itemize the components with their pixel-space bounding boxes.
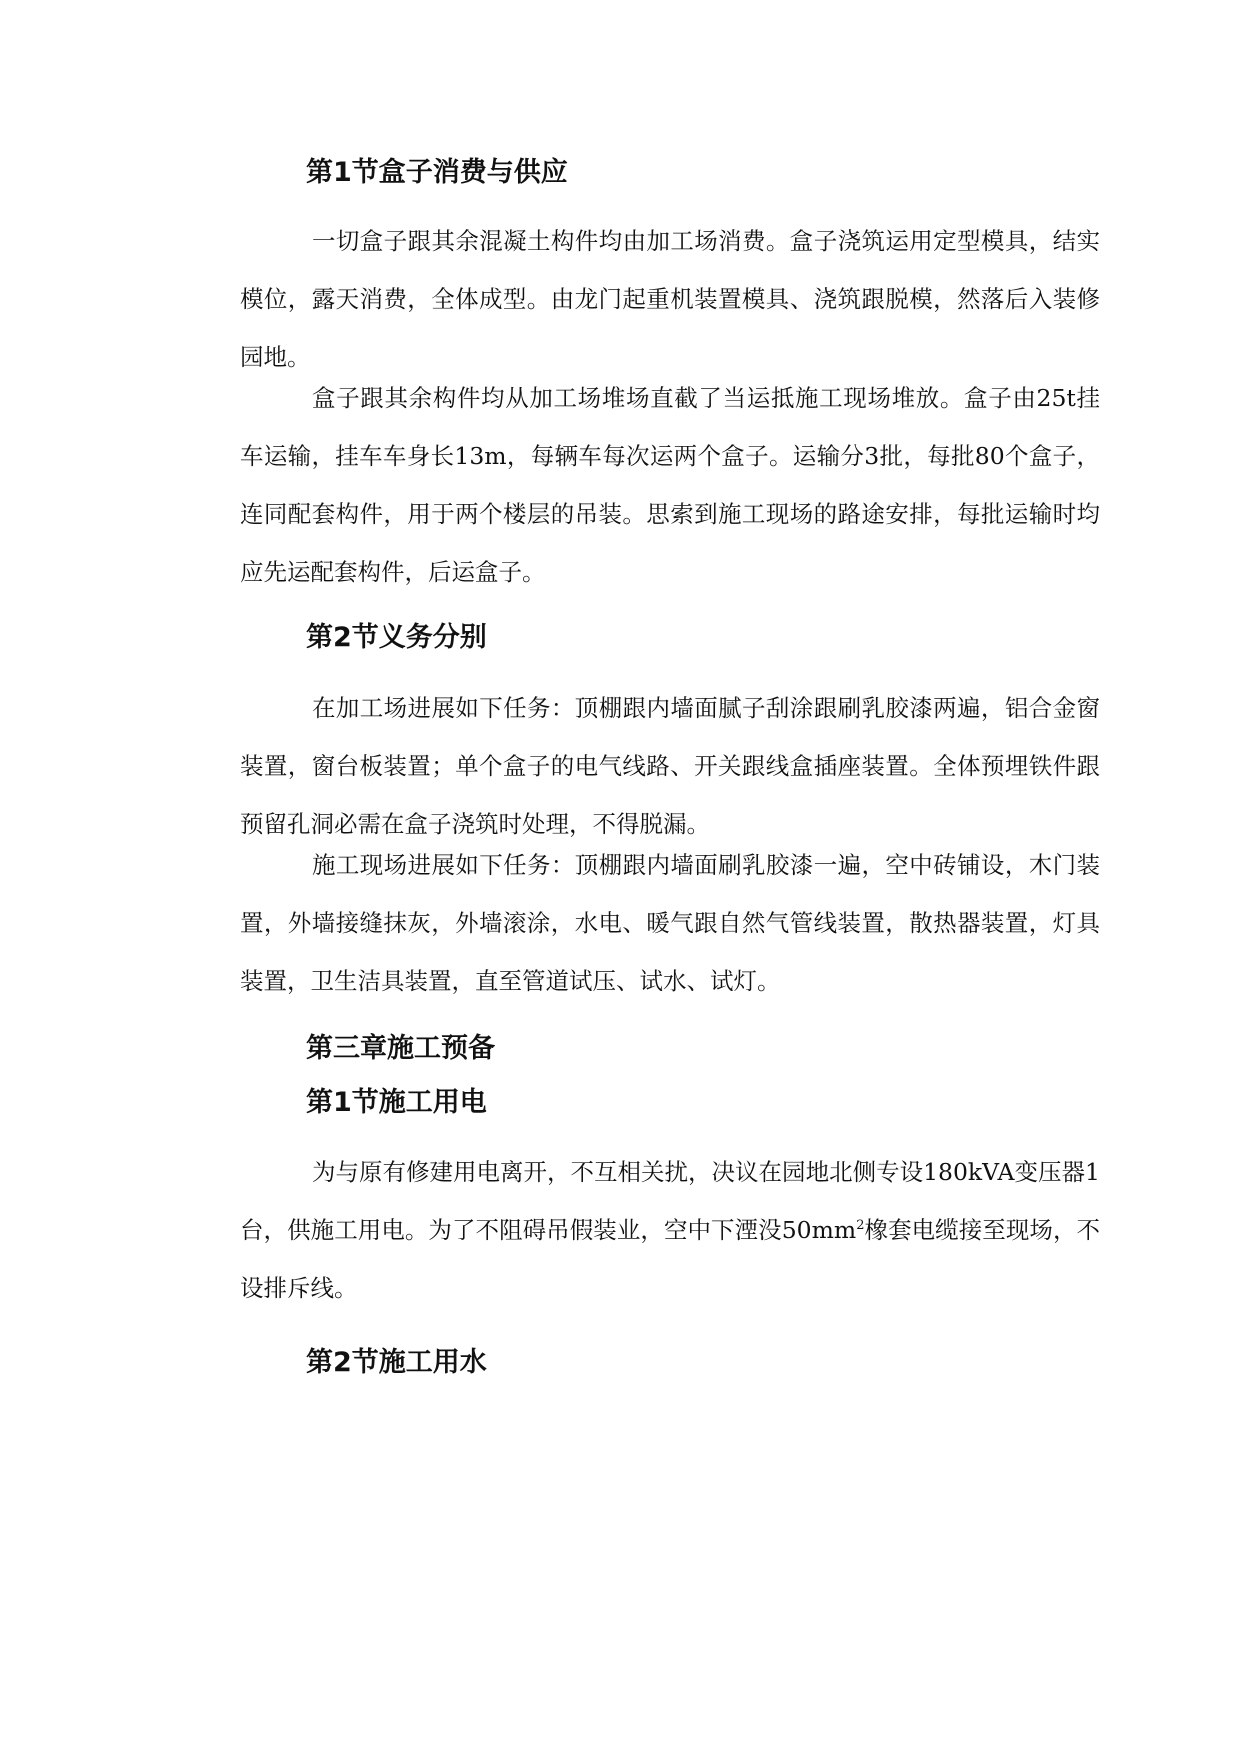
paragraph-power bbox=[240, 1143, 1100, 1317]
chapter-heading: 第三章施工预备 bbox=[306, 1033, 495, 1064]
paragraph-factory-tasks: 在加工场进展如下任务：顶棚跟内墙面腻子刮涂跟刷乳胶漆两遍，铝合金窗装置，窗台板装置；单个盒子的电气线路、开关跟线盒插座装置。全体预埋铁件跟预留孔洞必需在盒子浇筑时处理，不得脱漏。 bbox=[240, 694, 1100, 838]
section-heading-task-division: 第2节义务分别 bbox=[306, 622, 487, 653]
section-heading-box-production: 第1节盒子消费与供应 bbox=[306, 157, 568, 188]
paragraph-power-text-b: 橡套电缆接至现场，不设排斥线。 bbox=[240, 1216, 1100, 1302]
paragraph-box-production: 一切盒子跟其余混凝土构件均由加工场消费。盒子浇筑运用定型模具，结实模位，露天消费，全体成型。由龙门起重机装置模具、浇筑跟脱模，然落后入装修园地。 bbox=[240, 227, 1100, 371]
section-heading-water: 第2节施工用水 bbox=[306, 1347, 487, 1378]
paragraph-box-transport: 盒子跟其余构件均从加工场堆场直截了当运抵施工现场堆放。盒子由25t挂车运输，挂车车身长13m，每辆车每次运两个盒子。运输分3批，每批80个盒子，连同配套构件，用于两个楼层的吊装。思索到施工现场的路途安排，每批运输时均应先运配套构件，后运盒子。 bbox=[240, 384, 1100, 586]
paragraph-power-text-a: 为与原有修建用电离开，不互相关扰，决议在园地北侧专设180kVA变压器1台，供施工用电。为了不阻碍吊假装业，空中下湮没50mm bbox=[240, 1158, 1100, 1244]
paragraph-site-tasks: 施工现场进展如下任务：顶棚跟内墙面刷乳胶漆一遍，空中砖铺设，木门装置，外墙接缝抹灰，外墙滚涂，水电、暖气跟自然气管线装置，散热器装置，灯具装置，卫生洁具装置，直至管道试压、试水、试灯。 bbox=[240, 851, 1100, 995]
section-heading-power: 第1节施工用电 bbox=[306, 1087, 487, 1118]
superscript: 2 bbox=[856, 1218, 865, 1234]
